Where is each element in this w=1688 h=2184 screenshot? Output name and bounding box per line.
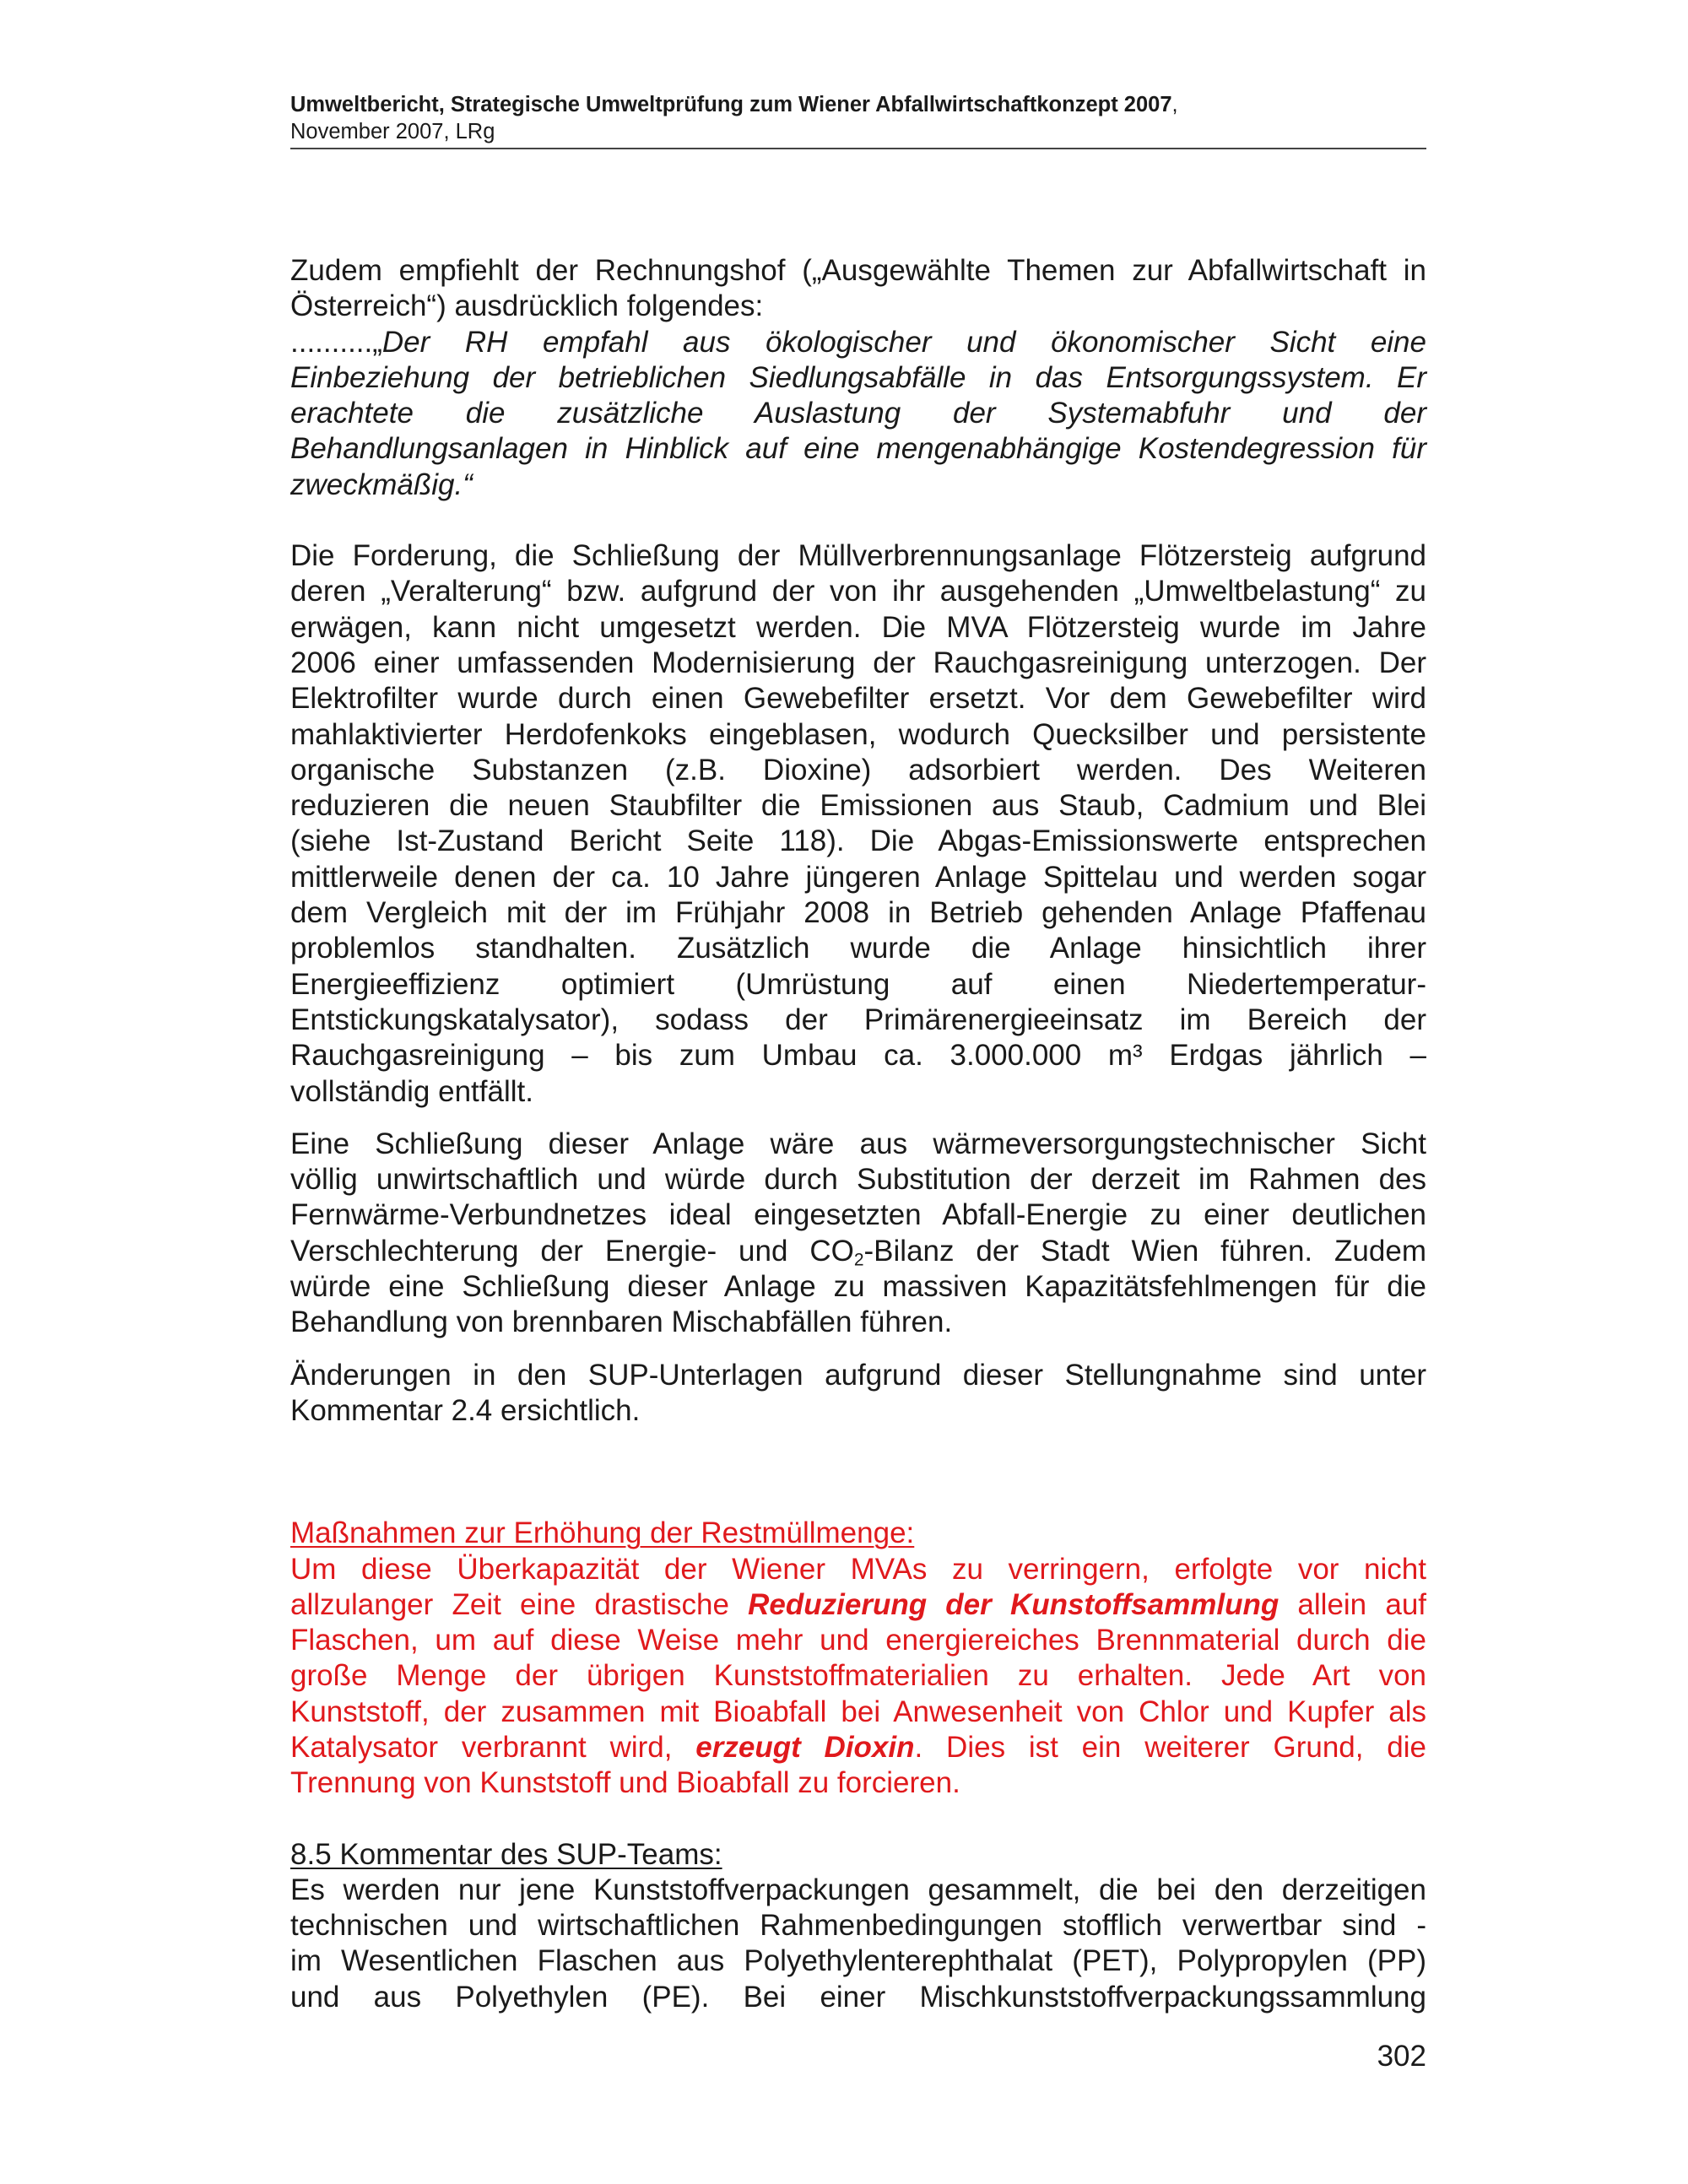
text-line: im Wesentlichen Flaschen aus Polyethylenterephthalat (PET), Polypropylen (PP) <box>290 1944 1426 1978</box>
text-line <box>290 1587 1426 1623</box>
comment-heading-wrap <box>290 1837 1426 1873</box>
intro-paragraph <box>290 253 1426 289</box>
text-line: 2006 einer umfassenden Modernisierung der Rauchgasreinigung unterzogen. Der <box>290 646 1426 679</box>
text-line: dem Vergleich mit der im Frühjahr 2008 in Betrieb gehenden Anlage Pfaffenau <box>290 896 1426 930</box>
paragraph-schliessung <box>290 1127 1426 1305</box>
red-section-end <box>290 1765 1426 1801</box>
text-line <box>290 1730 1426 1765</box>
text-line: Rauchgasreinigung – bis zum Umbau ca. 3.000.000 m³ Erdgas jährlich – <box>290 1039 1426 1073</box>
text-segment: . Dies ist ein weiterer Grund, die <box>914 1730 1427 1764</box>
text-line: problemlos standhalten. Zusätzlich wurde die Anlage hinsichtlich ihrer <box>290 932 1426 965</box>
text-line: Österreich“) ausdrücklich folgendes: <box>290 289 764 323</box>
intro-paragraph-end <box>290 289 1426 324</box>
text-line: Behandlung von brennbaren Mischabfällen führen. <box>290 1306 953 1339</box>
text-line: mittlerweile denen der ca. 10 Jahre jüngeren Anlage Spittelau und werden sogar <box>290 860 1426 894</box>
header-subtitle: November 2007, LRg <box>290 120 495 143</box>
red-section-heading-wrap <box>290 1516 1426 1551</box>
text-line: Es werden nur jene Kunststoffverpackungen gesammelt, die bei den derzeitigen <box>290 1873 1426 1906</box>
text-line: Die Forderung, die Schließung der Müllverbrennungsanlage Flötzersteig aufgrund <box>290 539 1426 573</box>
text-line: (siehe Ist-Zustand Bericht Seite 118). Die Abgas-Emissionswerte entsprechen <box>290 824 1426 858</box>
text-segment: Katalysator verbrannt wird, <box>290 1730 696 1764</box>
comment-heading: 8.5 Kommentar des SUP-Teams: <box>290 1837 722 1871</box>
text-line: Zudem empfiehlt der Rechnungshof („Ausgewählte Themen zur Abfallwirtschaft in <box>290 254 1426 287</box>
quote-text: Der RH empfahl aus ökologischer und ökonomischer Sicht eine <box>381 325 1426 359</box>
header-title-line <box>290 91 1426 118</box>
quote-line: Behandlungsanlagen in Hinblick auf eine mengenabhängige Kostendegression für <box>290 432 1426 466</box>
text-line: technischen und wirtschaftlichen Rahmenbedingungen stofflich verwertbar sind - <box>290 1909 1426 1943</box>
text-line: vollständig entfällt. <box>290 1074 533 1108</box>
text-line: würde eine Schließung dieser Anlage zu massiven Kapazitätsfehlmengen für die <box>290 1270 1426 1304</box>
quote-line: Einbeziehung der betrieblichen Siedlungsabfälle in das Entsorgungssystem. Er <box>290 360 1426 394</box>
text-line: Kommentar 2.4 ersichtlich. <box>290 1393 641 1427</box>
text-line: Energieeffizienz optimiert (Umrüstung auf einen Niedertemperatur- <box>290 967 1426 1001</box>
header-title-comma: , <box>1171 93 1178 116</box>
emphasis-text: erzeugt Dioxin <box>695 1730 915 1764</box>
text-line: große Menge der übrigen Kunststoffmaterialien zu erhalten. Jede Art von <box>290 1659 1426 1693</box>
text-line: deren „Veralterung“ bzw. aufgrund der von ihr ausgehenden „Umweltbelastung“ zu <box>290 575 1426 608</box>
text-line: völlig unwirtschaftlich und würde durch Substitution der derzeit im Rahmen des <box>290 1163 1426 1197</box>
text-line: Fernwärme-Verbundnetzes ideal eingesetzten Abfall-Energie zu einer deutlichen <box>290 1198 1426 1232</box>
text-line: organische Substanzen (z.B. Dioxine) adsorbiert werden. Des Weiteren <box>290 753 1426 787</box>
quote-line: erachtete die zusätzliche Auslastung der Systemabfuhr und der <box>290 397 1426 430</box>
text-line: Trennung von Kunststoff und Bioabfall zu forcieren. <box>290 1766 960 1800</box>
text-line: mahlaktivierter Herdofenkoks eingeblasen, wodurch Quecksilber und persistente <box>290 717 1426 751</box>
page-header <box>290 91 1426 149</box>
comment-body <box>290 1873 1426 2015</box>
text-line <box>290 1234 1426 1269</box>
text-segment: allzulanger Zeit eine drastische <box>290 1587 749 1621</box>
text-line: Eine Schließung dieser Anlage wäre aus wärmeversorgungstechnischer Sicht <box>290 1127 1426 1160</box>
text-segment: -Bilanz der Stadt Wien führen. Zudem <box>863 1234 1426 1268</box>
text-line: Änderungen in den SUP-Unterlagen aufgrund dieser Stellungnahme sind unter <box>290 1358 1426 1392</box>
red-section-body <box>290 1552 1426 1766</box>
red-section <box>290 1516 1426 1801</box>
co2-subscript: 2 <box>853 1249 864 1269</box>
paragraph-mva-flotzersteig-end <box>290 1074 1426 1110</box>
header-title: Umweltbericht, Strategische Umweltprüfung zum Wiener Abfallwirtschaftkonzept 2007 <box>290 93 1172 116</box>
rh-quote <box>290 325 1426 468</box>
paragraph-mva-flotzersteig <box>290 538 1426 1073</box>
quote-line: zweckmäßig.“ <box>290 468 473 501</box>
red-section-heading: Maßnahmen zur Erhöhung der Restmüllmenge: <box>290 1516 915 1550</box>
text-line: reduzieren die neuen Staubfilter die Emissionen aus Staub, Cadmium und Blei <box>290 789 1426 823</box>
document-body <box>290 253 1426 2015</box>
paragraph-schliessung-end <box>290 1305 1426 1340</box>
page-number: 302 <box>1377 2040 1426 2073</box>
text-line: Entstickungskatalysator), sodass der Primärenergieeinsatz im Bereich der <box>290 1003 1426 1036</box>
paragraph-aenderungen <box>290 1358 1426 1393</box>
text-line: und aus Polyethylen (PE). Bei einer Mischkunststoffverpackungssammlung <box>290 1980 1426 2014</box>
text-line: Elektrofilter wurde durch einen Gewebefilter ersetzt. Vor dem Gewebefilter wird <box>290 682 1426 716</box>
text-line: Um diese Überkapazität der Wiener MVAs zu verringern, erfolgte vor nicht <box>290 1552 1426 1586</box>
text-line: erwägen, kann nicht umgesetzt werden. Die MVA Flötzersteig wurde im Jahre <box>290 610 1426 644</box>
text-line: Flaschen, um auf diese Weise mehr und energiereiches Brennmaterial durch die <box>290 1624 1426 1657</box>
text-segment: allein auf <box>1279 1587 1427 1621</box>
rh-quote-end <box>290 468 1426 503</box>
quote-line <box>290 325 1426 360</box>
emphasis-text: Reduzierung der Kunstoffsammlung <box>748 1587 1280 1621</box>
text-segment: Verschlechterung der Energie- und CO <box>290 1234 854 1268</box>
quote-prefix: ..........„ <box>290 325 382 359</box>
text-line: Kunststoff, der zusammen mit Bioabfall bei Anwesenheit von Chlor und Kupfer als <box>290 1695 1426 1728</box>
paragraph-aenderungen-end <box>290 1393 1426 1429</box>
